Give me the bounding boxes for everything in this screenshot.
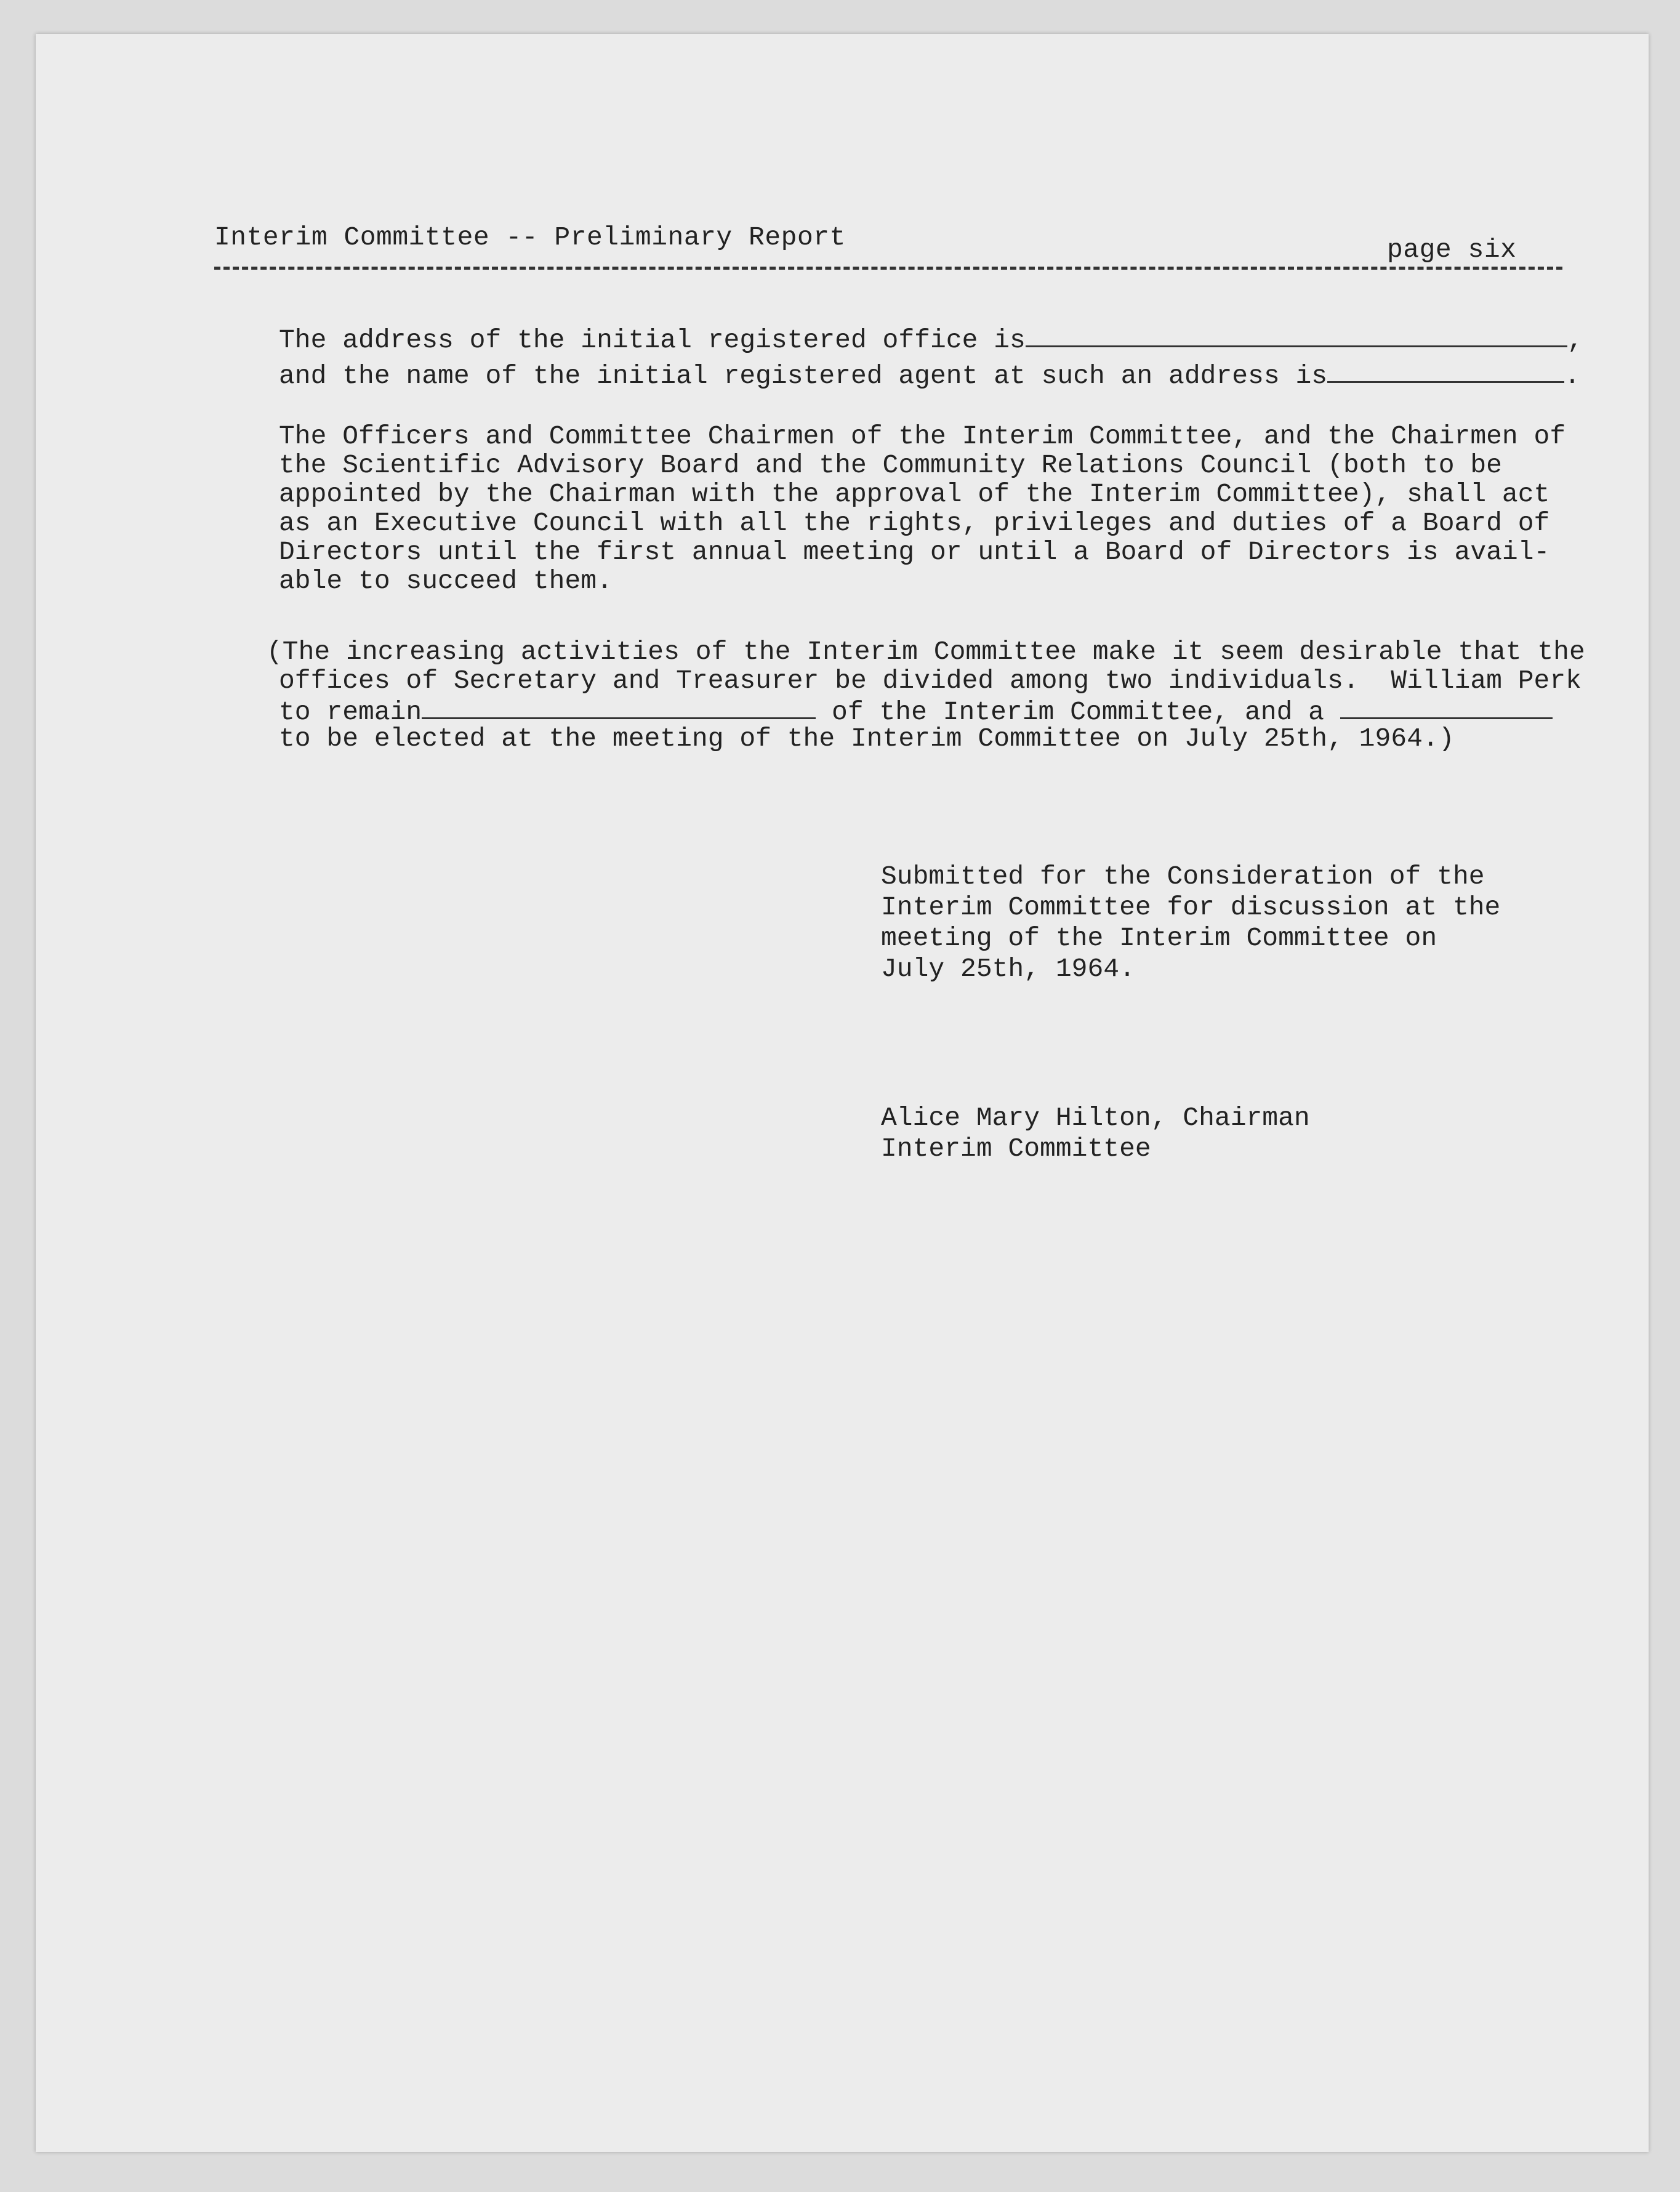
- submission-line-1: Submitted for the Consideration of the: [881, 861, 1485, 892]
- registered-agent-blank: [1327, 358, 1564, 383]
- registered-agent-line: [279, 358, 1580, 392]
- officers-note-line-2: offices of Secretary and Treasurer be divided among two individuals. William Perk: [279, 666, 1582, 696]
- secretary-role-blank: [422, 694, 816, 719]
- officers-note-line-3-end: of the Interim Committee, and a: [816, 697, 1340, 727]
- document-page: [36, 34, 1649, 2152]
- header-divider: [214, 267, 1562, 270]
- executive-council-line-3: appointed by the Chairman with the approval of the Interim Committee), shall act: [279, 479, 1550, 509]
- officers-note-line-4: to be elected at the meeting of the Interim Committee on July 25th, 1964.): [279, 723, 1455, 754]
- submission-line-2: Interim Committee for discussion at the: [881, 892, 1501, 922]
- executive-council-line-1: The Officers and Committee Chairmen of the Interim Committee, and the Chairmen of: [279, 421, 1566, 451]
- header-title: Interim Committee -- Preliminary Report: [214, 222, 846, 252]
- registered-office-text: The address of the initial registered office is: [279, 325, 1026, 355]
- registered-office-line: [279, 322, 1583, 357]
- page-number-label: page six: [1387, 235, 1517, 265]
- registered-agent-period: .: [1564, 361, 1580, 391]
- submission-line-3: meeting of the Interim Committee on: [881, 923, 1437, 953]
- officers-note-line-3-start: to remain: [279, 697, 422, 727]
- executive-council-line-4: as an Executive Council with all the rights, privileges and duties of a Board of: [279, 508, 1550, 538]
- registered-agent-text: and the name of the initial registered agent at such an address is: [279, 361, 1328, 391]
- treasurer-role-blank: [1340, 694, 1553, 719]
- registered-office-comma: ,: [1567, 325, 1583, 355]
- submission-line-4: July 25th, 1964.: [881, 954, 1135, 984]
- signature-title: Interim Committee: [881, 1134, 1151, 1164]
- executive-council-line-5: Directors until the first annual meeting or until a Board of Directors is avail-: [279, 537, 1550, 567]
- registered-office-blank: [1026, 322, 1567, 347]
- signature-name: Alice Mary Hilton, Chairman: [881, 1103, 1310, 1133]
- officers-note-line-1: (The increasing activities of the Interim Committee make it seem desirable that the: [267, 637, 1585, 667]
- executive-council-line-2: the Scientific Advisory Board and the Community Relations Council (both to be: [279, 450, 1502, 480]
- executive-council-line-6: able to succeed them.: [279, 566, 613, 596]
